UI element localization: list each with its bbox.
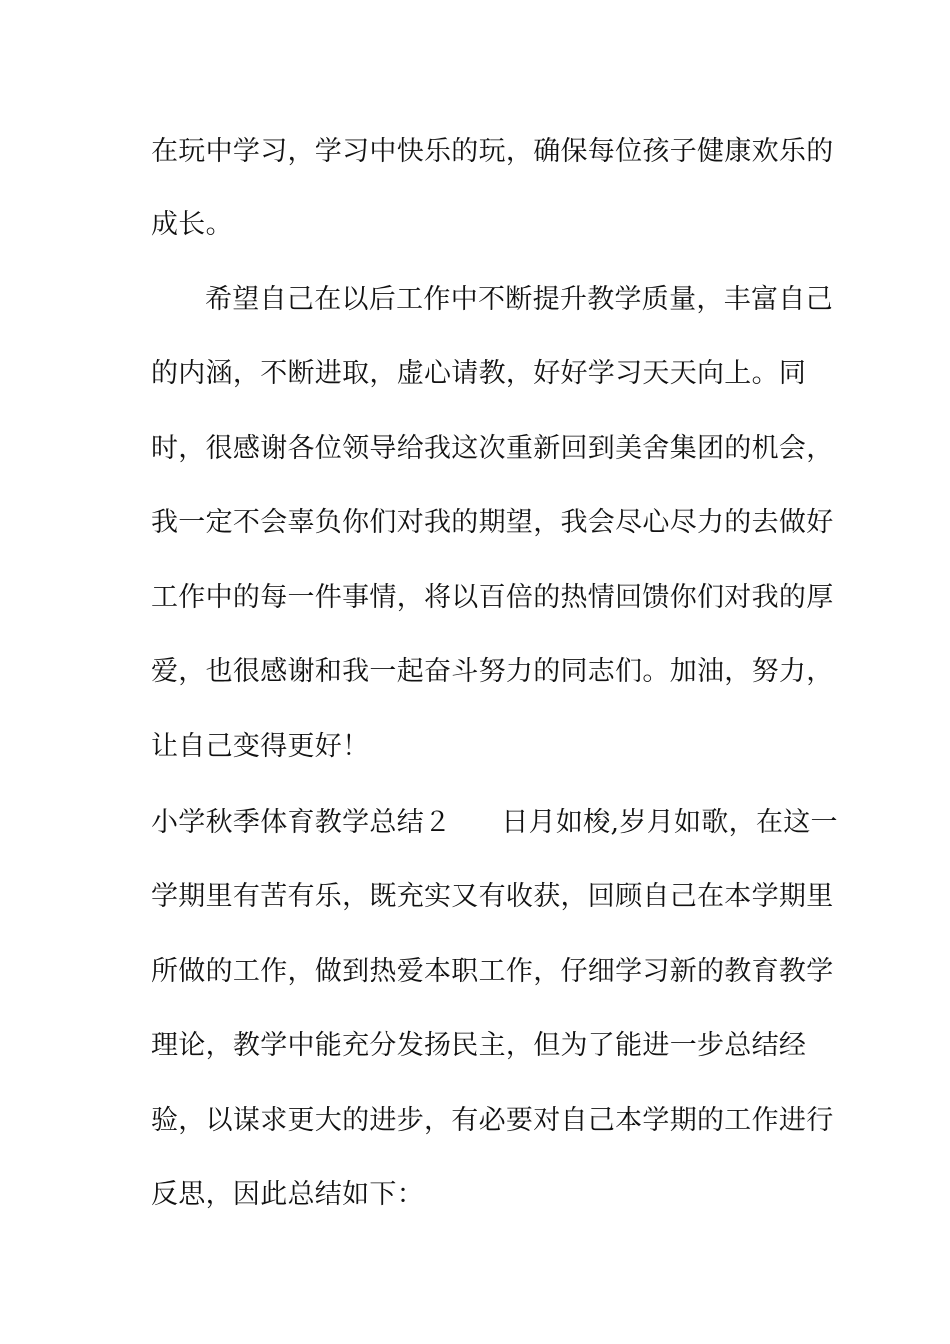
paragraph-line: 爱，也很感谢和我一起奋斗努力的同志们。加油，努力， [151, 656, 834, 687]
paragraph-line: 工作中的每一件事情，将以百倍的热情回馈你们对我的厚 [151, 582, 834, 613]
paragraph-line: 验，以谋求更大的进步，有必要对自己本学期的工作进行 [151, 1105, 834, 1136]
section-first-line: 日月如梭,岁月如歌，在这一 [501, 807, 838, 838]
paragraph-line: 成长。 [151, 209, 233, 240]
paragraph-line: 让自己变得更好！ [151, 731, 370, 762]
paragraph-line: 所做的工作，做到热爱本职工作，仔细学习新的教育教学 [151, 956, 834, 987]
paragraph-line: 学期里有苦有乐，既充实又有收获，回顾自己在本学期里 [151, 881, 834, 912]
section-title: 小学秋季体育教学总结２ [151, 807, 452, 838]
paragraph-line: 理论，教学中能充分发扬民主，但为了能进一步总结经 [151, 1030, 807, 1061]
paragraph-line: 的内涵，不断进取，虚心请教，好好学习天天向上。同 [151, 358, 807, 389]
section-heading-line [151, 808, 838, 838]
paragraph-line: 在玩中学习，学习中快乐的玩，确保每位孩子健康欢乐的 [151, 136, 834, 167]
paragraph-line: 希望自己在以后工作中不断提升教学质量，丰富自己 [205, 284, 833, 315]
paragraph-line: 反思，因此总结如下： [151, 1179, 424, 1210]
paragraph-line: 时，很感谢各位领导给我这次重新回到美舍集团的机会， [151, 433, 834, 464]
paragraph-line: 我一定不会辜负你们对我的期望，我会尽心尽力的去做好 [151, 507, 834, 538]
